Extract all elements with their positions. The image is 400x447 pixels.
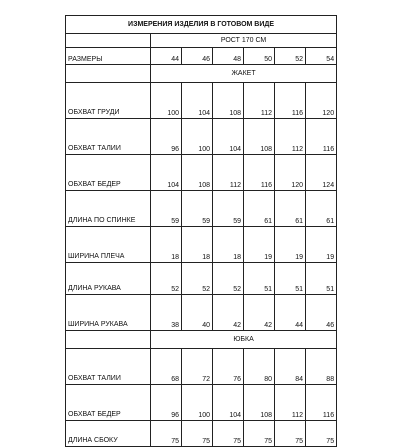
- measurement-label: ОБХВАТ ТАЛИИ: [66, 119, 151, 155]
- measurement-label: ОБХВАТ БЕДЕР: [66, 155, 151, 191]
- measurement-value: 61: [244, 191, 275, 227]
- measurement-value: 38: [151, 295, 182, 331]
- measurement-value: 108: [244, 385, 275, 421]
- measurement-value: 59: [151, 191, 182, 227]
- measurement-label: ДЛИНА РУКАВА: [66, 263, 151, 295]
- measurement-value: 80: [244, 349, 275, 385]
- measurement-value: 75: [306, 421, 337, 447]
- measurement-value: 61: [306, 191, 337, 227]
- measurement-value: 40: [182, 295, 213, 331]
- measurement-label: ДЛИНА ПО СПИНКЕ: [66, 191, 151, 227]
- measurement-value: 84: [275, 349, 306, 385]
- measurement-value: 68: [151, 349, 182, 385]
- size-cell: 46: [182, 48, 213, 65]
- measurement-row: [66, 263, 337, 295]
- measurement-value: 100: [151, 83, 182, 119]
- measurement-label: ДЛИНА СБОКУ: [66, 421, 151, 447]
- measurement-value: 108: [213, 83, 244, 119]
- measurement-value: 88: [306, 349, 337, 385]
- measurement-value: 18: [213, 227, 244, 263]
- size-cell: 44: [151, 48, 182, 65]
- measurement-value: 18: [182, 227, 213, 263]
- measurement-value: 52: [213, 263, 244, 295]
- measurement-value: 116: [306, 119, 337, 155]
- skirt-section-title: ЮБКА: [151, 331, 337, 349]
- measurement-value: 51: [244, 263, 275, 295]
- blank-cell: [66, 34, 151, 48]
- measurement-value: 19: [306, 227, 337, 263]
- measurement-value: 72: [182, 349, 213, 385]
- measurement-row: [66, 421, 337, 447]
- measurement-label: ШИРИНА ПЛЕЧА: [66, 227, 151, 263]
- size-chart-table: [65, 15, 337, 447]
- measurement-value: 112: [244, 83, 275, 119]
- measurement-value: 120: [275, 155, 306, 191]
- measurement-label: ШИРИНА РУКАВА: [66, 295, 151, 331]
- measurement-value: 75: [182, 421, 213, 447]
- measurement-value: 75: [151, 421, 182, 447]
- measurement-value: 42: [213, 295, 244, 331]
- size-cell: 54: [306, 48, 337, 65]
- measurement-value: 46: [306, 295, 337, 331]
- measurement-value: 52: [182, 263, 213, 295]
- measurement-row: [66, 349, 337, 385]
- measurement-value: 75: [275, 421, 306, 447]
- measurement-value: 104: [151, 155, 182, 191]
- measurement-value: 51: [306, 263, 337, 295]
- measurement-value: 108: [182, 155, 213, 191]
- measurement-value: 100: [182, 385, 213, 421]
- measurement-value: 112: [275, 385, 306, 421]
- table-title: ИЗМЕРЕНИЯ ИЗДЕЛИЯ В ГОТОВОМ ВИДЕ: [66, 16, 337, 34]
- measurement-row: [66, 227, 337, 263]
- measurement-value: 59: [213, 191, 244, 227]
- size-cell: 50: [244, 48, 275, 65]
- measurement-value: 112: [213, 155, 244, 191]
- measurement-row: [66, 83, 337, 119]
- measurement-value: 59: [182, 191, 213, 227]
- measurement-value: 44: [275, 295, 306, 331]
- measurement-label: ОБХВАТ ТАЛИИ: [66, 349, 151, 385]
- measurement-value: 104: [182, 83, 213, 119]
- measurement-value: 116: [306, 385, 337, 421]
- measurement-value: 96: [151, 385, 182, 421]
- sizes-row: [66, 48, 337, 65]
- measurement-value: 112: [275, 119, 306, 155]
- blank-cell: [66, 331, 151, 349]
- measurement-value: 116: [244, 155, 275, 191]
- size-cell: 48: [213, 48, 244, 65]
- measurement-value: 75: [213, 421, 244, 447]
- measurement-row: [66, 155, 337, 191]
- measurement-value: 51: [275, 263, 306, 295]
- measurement-value: 104: [213, 385, 244, 421]
- measurement-value: 104: [213, 119, 244, 155]
- measurement-row: [66, 191, 337, 227]
- measurement-value: 76: [213, 349, 244, 385]
- measurement-value: 100: [182, 119, 213, 155]
- measurement-value: 108: [244, 119, 275, 155]
- measurement-value: 19: [275, 227, 306, 263]
- jacket-section-title: ЖАКЕТ: [151, 65, 337, 83]
- measurement-value: 124: [306, 155, 337, 191]
- blank-cell: [66, 65, 151, 83]
- size-cell: 52: [275, 48, 306, 65]
- measurement-value: 116: [275, 83, 306, 119]
- measurement-value: 96: [151, 119, 182, 155]
- measurement-value: 120: [306, 83, 337, 119]
- measurement-row: [66, 295, 337, 331]
- measurement-value: 75: [244, 421, 275, 447]
- height-label: РОСТ 170 СМ: [151, 34, 337, 48]
- measurement-value: 42: [244, 295, 275, 331]
- sizes-label: РАЗМЕРЫ: [66, 48, 151, 65]
- measurement-row: [66, 385, 337, 421]
- measurement-label: ОБХВАТ ГРУДИ: [66, 83, 151, 119]
- measurement-value: 52: [151, 263, 182, 295]
- measurement-label: ОБХВАТ БЕДЕР: [66, 385, 151, 421]
- measurement-value: 19: [244, 227, 275, 263]
- measurement-value: 61: [275, 191, 306, 227]
- measurement-value: 18: [151, 227, 182, 263]
- measurement-row: [66, 119, 337, 155]
